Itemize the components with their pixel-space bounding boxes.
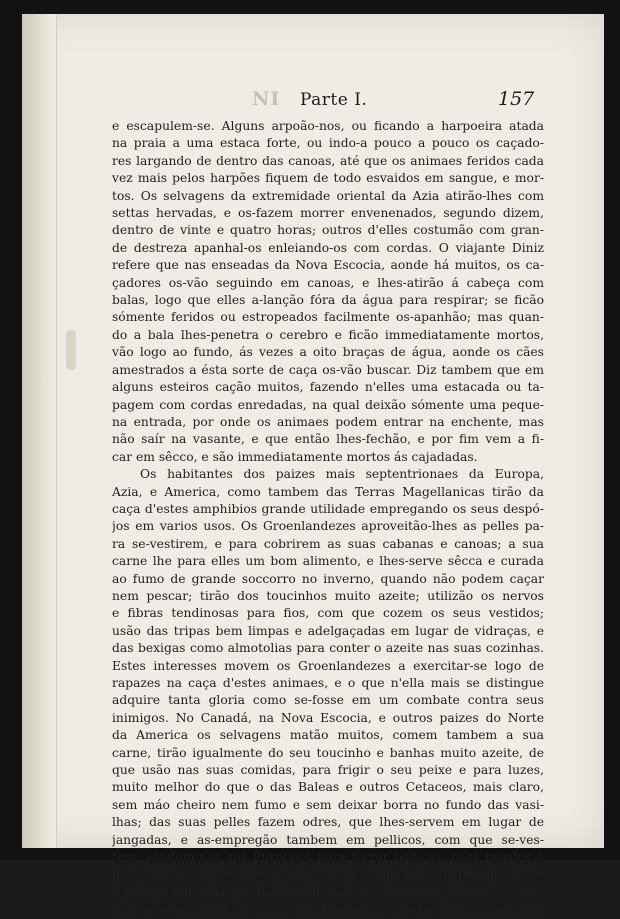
text-line: nem pescar; tirão dos toucinhos muito azeite; utilizão os nervos bbox=[112, 588, 544, 603]
text-line: usão das tripas bem limpas e adelgaçadas em lugar de vidraças, e bbox=[112, 623, 544, 638]
text-line: adquire tanta gloria como se-fosse em um combate contra seus bbox=[112, 693, 544, 708]
text-line: rapazes na caça d'estes animaes, e o que n'ella mais se distingue bbox=[112, 676, 544, 690]
text-line: do a bala lhes-penetra o cerebro e ficão immediatamente mortos, bbox=[112, 327, 544, 342]
text-line: e fibras tendinosas para fios, com que cozem os seus vestidos; bbox=[112, 606, 544, 621]
text-line: lhas; das suas pelles fazem odres, que lhes-servem em lugar de bbox=[112, 815, 544, 830]
text-line: na praia a uma estaca forte, ou indo-a pouco a pouco os caçado- bbox=[112, 136, 544, 151]
text-line: Estes interesses movem os Groenlandezes a exercitar-se logo de bbox=[112, 658, 544, 673]
text-line: sem máo cheiro nem fumo e sem deixar borra no fundo das vasi- bbox=[112, 797, 544, 812]
text-line: tem; vendem-nas aos Europeos para forrar pelliças, para regalos e bbox=[112, 850, 544, 865]
text-line: balas, logo que elles a-lanção fóra da água para respirar; se ficão bbox=[112, 293, 544, 308]
text-line: carne lhe para elles um bom alimento, e lhes-serve sêcca e curada bbox=[112, 554, 544, 569]
text-line: Azia, e America, como tambem das Terras Magellanicas tirão da bbox=[112, 484, 544, 499]
text-line: dentro de vinte e quatro horas; outros d'elles costumão com gran- bbox=[112, 223, 544, 238]
show-through-text: NI bbox=[252, 88, 281, 110]
text-line: settas hervadas, e os-fazem morrer envenenados, segundo dizem, bbox=[112, 206, 544, 221]
text-line: caça d'estes amphibios grande utilidade empregando os seus despó- bbox=[112, 501, 544, 516]
text-line: alguns esteiros cação muitos, fazendo n'elles uma estacada ou ta- bbox=[112, 380, 544, 395]
text-line: das bexigas como almotolias para conter o azeite nas suas cozinhas. bbox=[112, 641, 544, 656]
page-gutter bbox=[22, 14, 57, 848]
text-line: para muitos outros usos; por quanto sendo bem limpas de carne bbox=[112, 867, 544, 882]
text-line: tos. Os selvagens da extremidade oriental da Azia atirão-lhes com bbox=[112, 188, 544, 203]
text-line: sómente feridos ou estropeados facilmente os-apanhão; mas quan- bbox=[112, 310, 544, 325]
text-line: vão logo ao fundo, ás vezes a oito braças de água, aonde os cães bbox=[112, 345, 544, 360]
text-line: rem a apparencia de coiro de Moscovia e marroquim, durão mui- bbox=[112, 902, 544, 917]
text-line: jangadas, e as-empregão tambem em pellicos, com que se-ves- bbox=[112, 832, 544, 847]
text-line: pagem com cordas enredadas, na qual deixão sómente uma peque- bbox=[112, 397, 544, 412]
text-line: carne, tirão igualmente do seu toucinho e banhas muito azeite, de bbox=[112, 745, 544, 760]
text-line: car em sêcco, e são immediatamente mortos ás cajadadas. bbox=[112, 449, 478, 464]
running-head: Parte I. bbox=[300, 90, 368, 110]
page-header bbox=[252, 88, 542, 118]
text-line: que usão nas suas comidas, para frigir o seu peixe e para luzes, bbox=[112, 763, 544, 778]
text-line: e pêlo, e curtidas por habeis Surradores são susceptiveis de toma- bbox=[112, 884, 544, 899]
paper-stain bbox=[66, 330, 76, 370]
text-line: çadores os-vão seguindo em canoas, e lhes-atirão á cabeça com bbox=[112, 275, 544, 290]
text-line: ao fumo de grande soccorro no inverno, quando não podem caçar bbox=[112, 571, 544, 586]
book-page bbox=[22, 14, 604, 917]
text-line: da America os selvagens matão muitos, comem tambem a sua bbox=[112, 728, 544, 743]
text-line: vez mais pelos harpões fiquem de todo esvaidos em sangue, e mor- bbox=[112, 171, 544, 186]
text-line: na entrada, por onde os animaes podem entrar na enchente, mas bbox=[112, 414, 544, 429]
body-text bbox=[112, 118, 544, 919]
text-line: muito melhor do que o das Baleas e outros Cetaceos, mais claro, bbox=[112, 780, 544, 795]
text-line: Os habitantes dos paizes mais septentrionaes da Europa, bbox=[140, 467, 544, 482]
page-number: 157 bbox=[498, 88, 535, 110]
text-line: de destreza apanhal-os enleiando-os com cordas. O viajante Diniz bbox=[112, 240, 544, 255]
text-line: inimigos. No Canadá, na Nova Escocia, e outros paizes do Norte bbox=[112, 710, 544, 725]
text-line: res largando de dentro das canoas, até que os animaes feridos cada bbox=[112, 153, 544, 168]
text-line: jos em varios usos. Os Groenlandezes aproveitão-lhes as pelles pa- bbox=[112, 519, 544, 534]
text-line: e escapulem-se. Alguns arpoão-nos, ou ficando a harpoeira atada bbox=[112, 119, 544, 133]
text-line: ra se-vestirem, e para cobrirem as suas cabanas e canoas; a sua bbox=[112, 536, 544, 551]
text-line: refere que nas enseadas da Nova Escocia, aonde há muitos, os ca- bbox=[112, 258, 544, 273]
text-line: não saír na vasante, e que então lhes-fechão, e por fim vem a fi- bbox=[112, 432, 544, 447]
text-line: amestrados a ésta sorte de caça os-vão buscar. Diz tambem que em bbox=[112, 362, 544, 377]
